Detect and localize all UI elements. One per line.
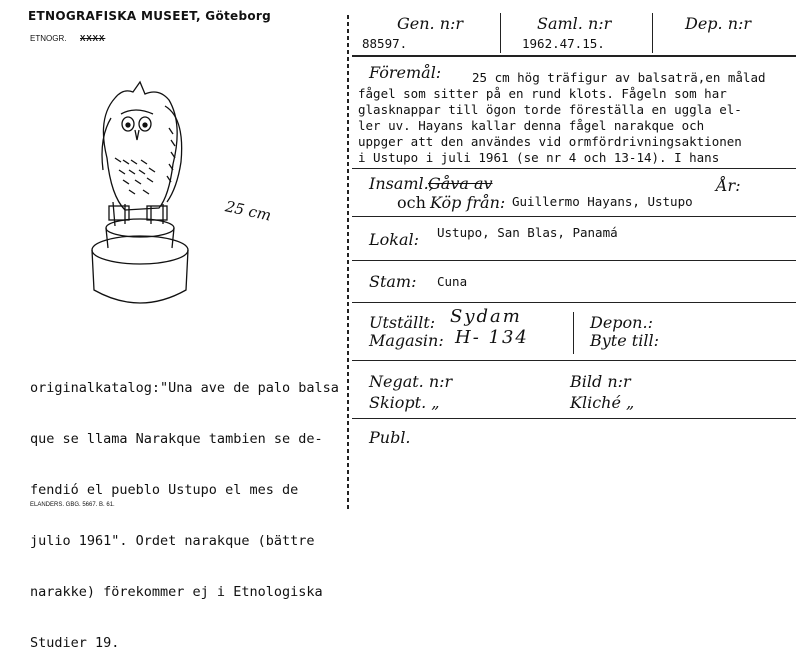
foremal-label: Föremål: xyxy=(369,63,442,82)
foremal-line: uppger att den användes vid ormfördrivningsaktionen xyxy=(358,134,742,149)
stam-label: Stam: xyxy=(369,272,417,291)
printer-mark: ELANDERS. GBG. 5667. B. 61. xyxy=(30,502,115,508)
kop-fran-value: Guillermo Hayans, Ustupo xyxy=(512,194,693,209)
foremal-line: glasknappar till ögon torde föreställa en uggla el- xyxy=(358,102,742,117)
insaml-label: Insaml., xyxy=(369,174,434,193)
stam-value: Cuna xyxy=(437,274,468,289)
catalog-line: originalkatalog:"Una ave de palo balsa xyxy=(30,380,339,396)
foremal-line: 25 cm hög träfigur av balsaträ,en målad xyxy=(472,70,766,85)
bild-nr-label: Bild n:r xyxy=(570,372,631,391)
utstallt-label: Utställt: xyxy=(369,313,436,332)
byte-till-label: Byte till: xyxy=(590,331,659,350)
gen-nr-label: Gen. n:r xyxy=(397,14,464,33)
foremal-line: ler uv. Hayans kallar denna fågel narakque och xyxy=(358,118,705,133)
catalog-line: Studier 19. xyxy=(30,635,120,651)
lokal-label: Lokal: xyxy=(369,230,419,249)
magasin-label: Magasin: xyxy=(369,331,444,350)
saml-nr-label: Saml. n:r xyxy=(537,14,612,33)
skiopt-label: Skiopt. „ xyxy=(369,393,440,412)
owl-sketch xyxy=(85,78,195,318)
foremal-line: fågel som sitter på en rund klots. Fågeln som har xyxy=(358,86,727,101)
magasin-value: H- 134 xyxy=(455,327,529,348)
publ-label: Publ. xyxy=(369,428,411,447)
etnogr-label: ETNOGR. xyxy=(30,34,67,43)
lokal-value: Ustupo, San Blas, Panamá xyxy=(437,225,618,240)
depon-label: Depon.: xyxy=(590,313,653,332)
catalog-line: que se llama Narakque tambien se de- xyxy=(30,431,323,447)
saml-nr-value: 1962.47.15. xyxy=(522,36,605,51)
size-annotation: 25 cm xyxy=(223,197,273,225)
etnogr-value: XXXX xyxy=(80,34,106,43)
catalog-line: julio 1961". Ordet narakque (bättre xyxy=(30,533,315,549)
utstallt-value: Sydam xyxy=(450,306,522,327)
foremal-line: i Ustupo i juli 1961 (se nr 4 och 13-14). I hans xyxy=(358,150,720,165)
catalog-line: narakke) förekommer ej i Etnologiska xyxy=(30,584,323,600)
dep-nr-label: Dep. n:r xyxy=(685,14,752,33)
kop-fran-label: Köp från: xyxy=(430,193,506,212)
ar-label: År: xyxy=(716,176,741,195)
gen-nr-value: 88597. xyxy=(362,36,408,51)
negat-nr-label: Negat. n:r xyxy=(369,372,453,391)
gava-label: Gåva av xyxy=(428,174,493,193)
och-label: och xyxy=(397,193,426,212)
kliche-label: Kliché „ xyxy=(570,393,635,412)
catalog-line: fendió el pueblo Ustupo el mes de xyxy=(30,482,299,498)
museum-name: ETNOGRAFISKA MUSEET, Göteborg xyxy=(28,9,272,23)
